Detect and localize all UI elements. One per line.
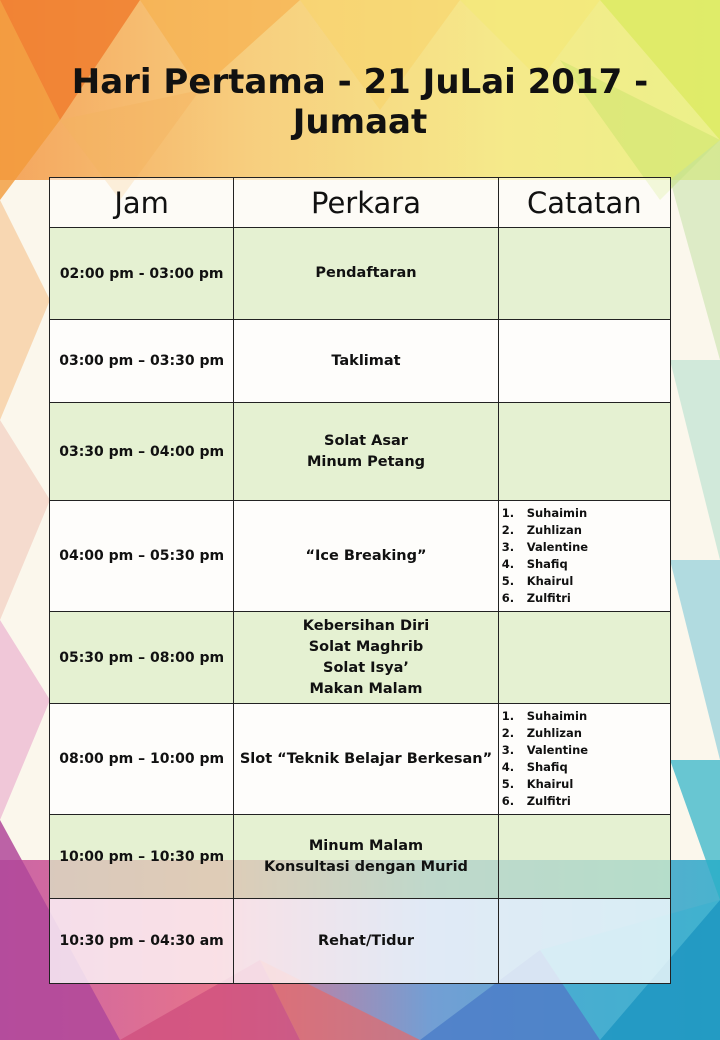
time-cell: 02:00 pm - 03:00 pm bbox=[50, 228, 234, 320]
notes-cell bbox=[498, 704, 670, 815]
activity-line: Solat Isya’ bbox=[323, 659, 409, 676]
notes-cell bbox=[498, 501, 670, 612]
header-perkara: Perkara bbox=[234, 178, 498, 228]
activity-cell bbox=[234, 704, 498, 815]
activity-line: Slot “Teknik Belajar Berkesan” bbox=[239, 750, 493, 767]
schedule-table bbox=[49, 177, 671, 984]
time-cell: 10:00 pm – 10:30 pm bbox=[50, 815, 234, 899]
list-item: 2. Zuhlizan bbox=[501, 523, 582, 537]
time-cell: 10:30 pm – 04:30 am bbox=[50, 899, 234, 984]
facilitator-list bbox=[499, 505, 670, 607]
activity-cell bbox=[234, 612, 498, 704]
activity-line: Solat Maghrib bbox=[308, 638, 424, 655]
time-cell: 03:00 pm – 03:30 pm bbox=[50, 320, 234, 403]
table-row bbox=[50, 815, 671, 899]
activity-line: “Ice Breaking” bbox=[305, 547, 427, 564]
table-row bbox=[50, 228, 671, 320]
facilitator-list bbox=[499, 708, 670, 810]
list-item: 3. Valentine bbox=[501, 540, 589, 554]
activity-cell bbox=[234, 815, 498, 899]
activity-cell bbox=[234, 228, 498, 320]
notes-cell bbox=[498, 899, 670, 984]
activity-line: Makan Malam bbox=[309, 680, 423, 697]
list-item: 5. Khairul bbox=[501, 574, 574, 588]
page-title: Hari Pertama - 21 JuLai 2017 - Jumaat bbox=[71, 62, 649, 142]
activity-cell bbox=[234, 320, 498, 403]
activity-line: Rehat/Tidur bbox=[317, 932, 415, 949]
time-cell: 05:30 pm – 08:00 pm bbox=[50, 612, 234, 704]
notes-cell bbox=[498, 320, 670, 403]
activity-cell bbox=[234, 899, 498, 984]
activity-line: Konsultasi dengan Murid bbox=[264, 858, 468, 875]
activity-cell bbox=[234, 501, 498, 612]
list-item: 3. Valentine bbox=[501, 743, 589, 757]
table-row bbox=[50, 501, 671, 612]
table-row bbox=[50, 899, 671, 984]
list-item: 4. Shafiq bbox=[501, 557, 568, 571]
header-catatan: Catatan bbox=[498, 178, 670, 228]
header-jam: Jam bbox=[50, 178, 234, 228]
activity-line: Pendaftaran bbox=[315, 265, 417, 281]
notes-cell bbox=[498, 403, 670, 501]
list-item: 2. Zuhlizan bbox=[501, 726, 582, 740]
activity-line: Minum Petang bbox=[306, 453, 426, 470]
activity-line: Minum Malam bbox=[308, 837, 424, 854]
activity-cell bbox=[234, 403, 498, 501]
list-item: 5. Khairul bbox=[501, 777, 574, 791]
list-item: 6. Zulfitri bbox=[501, 794, 571, 808]
table-row bbox=[50, 704, 671, 815]
table-row bbox=[50, 320, 671, 403]
activity-line: Taklimat bbox=[331, 352, 401, 369]
list-item: 1. Suhaimin bbox=[501, 709, 588, 723]
time-cell: 08:00 pm – 10:00 pm bbox=[50, 704, 234, 815]
table-row bbox=[50, 403, 671, 501]
list-item: 1. Suhaimin bbox=[501, 506, 588, 520]
notes-cell bbox=[498, 228, 670, 320]
notes-cell bbox=[498, 612, 670, 704]
list-item: 4. Shafiq bbox=[501, 760, 568, 774]
time-cell: 04:00 pm – 05:30 pm bbox=[50, 501, 234, 612]
table-row bbox=[50, 612, 671, 704]
time-cell: 03:30 pm – 04:00 pm bbox=[50, 403, 234, 501]
list-item: 6. Zulfitri bbox=[501, 591, 571, 605]
table-header-row bbox=[50, 178, 671, 228]
activity-line: Solat Asar bbox=[324, 432, 408, 449]
activity-line: Kebersihan Diri bbox=[302, 617, 430, 634]
notes-cell bbox=[498, 815, 670, 899]
